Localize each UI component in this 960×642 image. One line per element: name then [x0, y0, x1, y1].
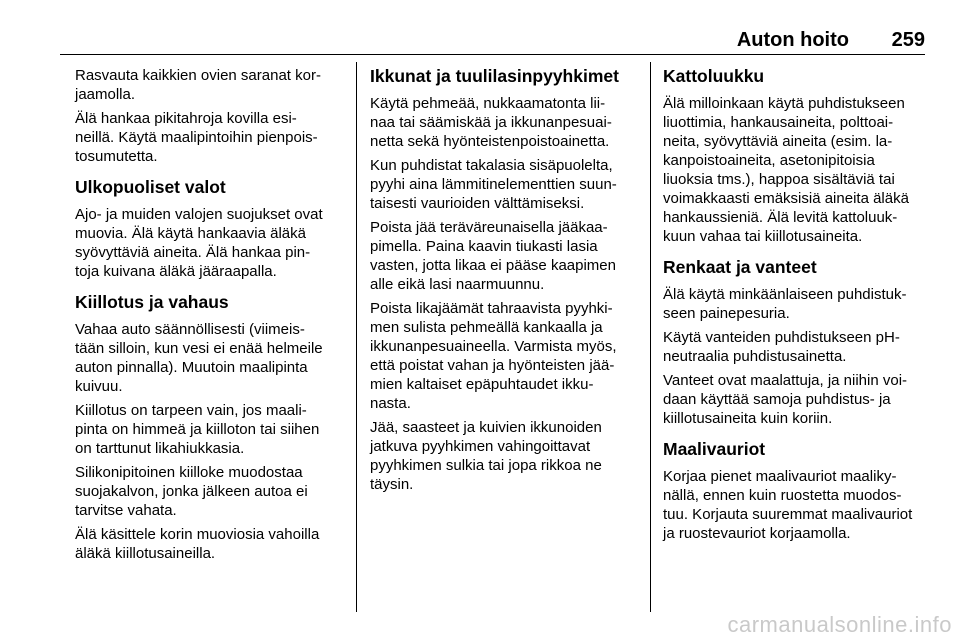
column-divider [356, 62, 357, 612]
paragraph: Poista jää teräväreunaisella jääkaa- pimella. Paina kaavin tiukasti lasia vasten, jotta likaa ei pääse kaapimen alle eikä lasi naarmuunnu. [370, 219, 616, 293]
paragraph: Kun puhdistat takalasia sisäpuolelta, pyyhi aina lämmitinelementtien suun- taisesti vaurioiden välttämiseksi. [370, 157, 617, 212]
paragraph: Älä milloinkaan käytä puhdistukseen liuottimia, hankausaineita, polttoai- neita, syövyttäviä aineita (esim. la- kanpoistoaineita, asetonipitoisia liuoksia tms.), happoa sisältäviä tai voimakkaasti emäksisiä aineita äläkä hankaussieniä. Älä levitä kattoluuk- kuun vahaa tai kiillotusaineita. [663, 95, 909, 245]
column-right [663, 66, 935, 548]
paragraph: Jää, saasteet ja kuivien ikkunoiden jatkuva pyyhkimen vahingoittavat pyyhkimen sulkia tai jopa rikkoa ne täysin. [370, 419, 602, 493]
column-left [75, 66, 347, 568]
section-heading-ikkunat: Ikkunat ja tuulilasinpyyhkimet [370, 66, 619, 86]
paragraph: Korjaa pienet maalivauriot maaliky- nällä, ennen kuin ruostetta muodos- tuu. Korjauta suuremmat maalivauriot ja ruostevauriot korjaamolla. [663, 468, 913, 542]
paragraph: Silikonipitoinen kiilloke muodostaa suojakalvon, jonka jälkeen autoa ei tarvitse vahata. [75, 464, 308, 519]
section-heading-kiillotus-ja-vahaus: Kiillotus ja vahaus [75, 292, 229, 312]
paragraph: Poista likajäämät tahraavista pyyhki- men sulista pehmeällä kankaalla ja ikkunanpesuaineella. Varmista myös, että poistat vahan ja hyönteisten jää- mien kaltaiset epäpuhtaudet ikku- nasta. [370, 300, 617, 412]
section-heading-ulkopuoliset-valot: Ulkopuoliset valot [75, 177, 226, 197]
watermark: carmanualsonline.info [727, 612, 952, 637]
paragraph: Käytä vanteiden puhdistukseen pH- neutraalia puhdistusainetta. [663, 329, 900, 365]
paragraph: Käytä pehmeää, nukkaamatonta lii- naa tai säämiskää ja ikkunanpesuai- netta sekä hyönteistenpoistoainetta. [370, 95, 612, 150]
paragraph: Vanteet ovat maalattuja, ja niihin voi- daan käyttää samoja puhdistus- ja kiillotusaineita kuin koriin. [663, 372, 908, 427]
paragraph: Rasvauta kaikkien ovien saranat kor- jaamolla. [75, 67, 321, 103]
paragraph: Älä hankaa pikitahroja kovilla esi- neillä. Käytä maalipintoihin pienpois- tosumutetta. [75, 110, 318, 165]
paragraph: Älä käsittele korin muoviosia vahoilla äläkä kiillotusaineilla. [75, 526, 320, 562]
column-middle [370, 66, 642, 499]
page-number: 259 [891, 29, 925, 51]
paragraph: Älä käytä minkäänlaiseen puhdistuk- seen painepesuria. [663, 286, 907, 322]
paragraph: Kiillotus on tarpeen vain, jos maali- pinta on himmeä ja kiilloton tai siihen on tarttunut likahiukkasia. [75, 402, 320, 457]
paragraph: Vahaa auto säännöllisesti (viimeis- tään silloin, kun vesi ei enää helmeile auton pinnalla). Muutoin maalipinta kuivuu. [75, 321, 323, 395]
page-header [60, 28, 925, 55]
section-heading-maalivauriot: Maalivauriot [663, 439, 766, 459]
paragraph: Ajo- ja muiden valojen suojukset ovat muovia. Älä käytä hankaavia äläkä syövyttäviä aineita. Älä hankaa pin- toja kuivana äläkä jääraapalla. [75, 206, 323, 280]
section-heading-kattoluukku: Kattoluukku [663, 66, 765, 86]
section-heading-renkaat-ja-vanteet: Renkaat ja vanteet [663, 257, 817, 277]
page-title: Auton hoito [736, 29, 849, 51]
column-divider [650, 62, 651, 612]
